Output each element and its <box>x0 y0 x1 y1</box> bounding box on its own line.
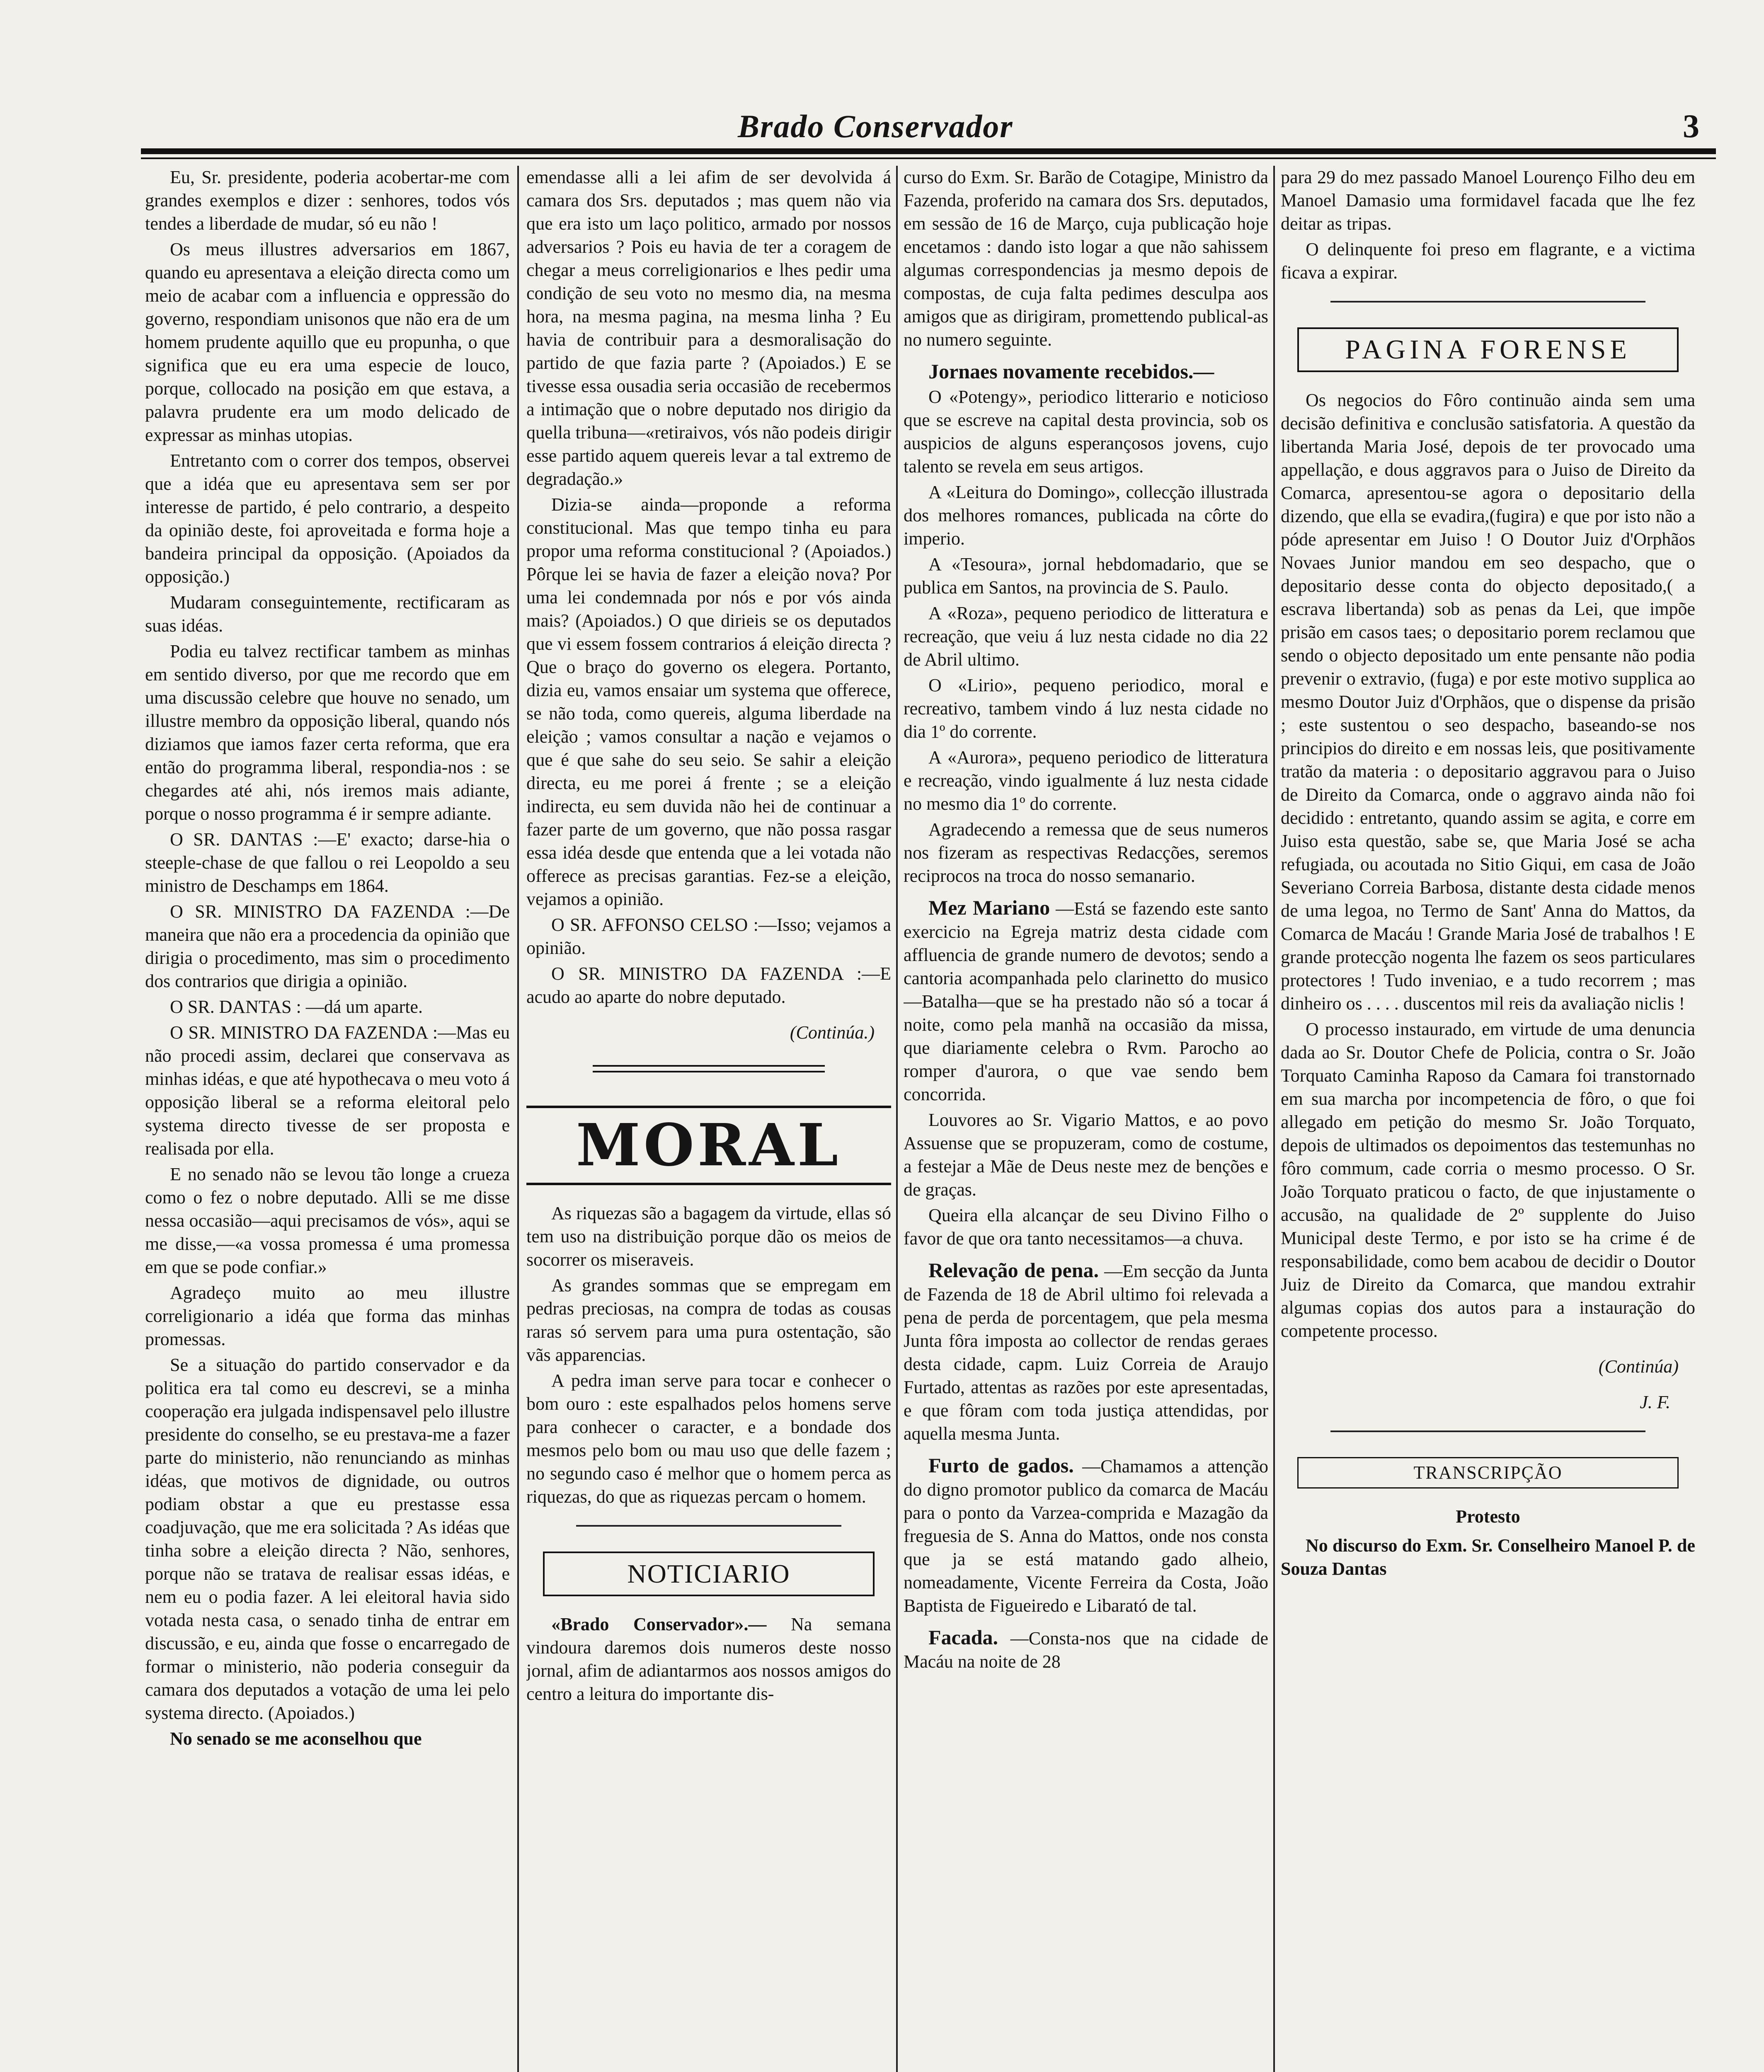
paragraph: O delinquente foi preso em flagrante, e a victima ficava a expirar. <box>1281 239 1695 283</box>
column-4 <box>1281 166 1695 2072</box>
section-heading-noticiario: NOTICIARIO <box>543 1552 875 1596</box>
section-heading-moral: MORAL <box>526 1106 891 1185</box>
paragraph: curso do Exm. Sr. Barão de Cotagipe, Ministro da Fazenda, proferido na camara dos Srs. deputados, em sessão de 16 de Março, cuja publicação hoje encetamos : dando isto logar a que não sahissem algumas correspondencias ja mesmo depois de compostas, de cuja falta pedimes desculpa aos amigos que as dirigiram, promettendo publical-as no numero seguinte. <box>904 167 1268 350</box>
news-item-title: Facada. <box>928 1626 998 1649</box>
paragraph: emendasse alli a lei afim de ser devolvida á camara dos Srs. deputados ; mas quem não via que era isto um laço politico, armado por nossos adversarios ? Pois eu havia de ter a coragem de chegar a meus correligionarios e lhes pedir uma condição de seu voto no mesmo dia, na mesma hora, na mesma pagina, na mesma linha ? Eu havia de contribuir para a desmoralisação do partido de que fazia parte ? (Apoiados.) E se tivesse essa ousadia seria occasião de recebermos a intimação que o nobre deputado nos dirigio da quella tribuna—«retiraivos, vós não podeis dirigir esse partido aquem quereis levar a tal extremo de degradação.» <box>526 167 891 489</box>
news-item-text: —Chamamos a attenção do digno promotor publico da comarca de Macáu para o ponto da Varzea-comprida e Mazagão da freguesia de S. Anna do Mattos, onde nos consta que ja se está matando gado alheio, nomeadamente, Vicente Ferreira da Costa, João Baptista de Figueiredo e Libarató de tal. <box>904 1456 1268 1616</box>
paragraph: O SR. DANTAS :—E' exacto; darse-hia o steeple-chase de que fallou o rei Leopoldo a seu ministro de Deschamps em 1864. <box>145 829 510 896</box>
newspaper-title: Brado Conservador <box>738 108 1013 144</box>
continua-note: (Continúa) <box>1598 1356 1679 1377</box>
paragraph: A «Tesoura», jornal hebdomadario, que se publica em Santos, na provincia de S. Paulo. <box>904 554 1268 598</box>
paragraph: No senado se me aconselhou que <box>170 1728 422 1749</box>
divider <box>576 1525 841 1527</box>
news-item-text: —Está se fazendo este santo exercicio na Egreja matriz desta cidade com affluencia de grande numero de devotos; sendo a cantoria acompanhada pelo clarinetto do musico—Batalha—que se ha prestado não só a tocar á noite, como pela manhã na occasião da missa, que diariamente celebra o Rvm. Parocho ao romper d'aurora, o que vae sendo bem concorrida. <box>904 898 1268 1104</box>
paragraph: Agradecendo a remessa que de seus numeros nos fizeram as respectivas Redacções, seremos reciprocos na troca do nosso semanario. <box>904 819 1268 886</box>
paragraph: As riquezas são a bagagem da virtude, ellas só tem uso na distribuição porque dão os meios de socorrer os miseraveis. <box>526 1203 891 1270</box>
paragraph: A «Roza», pequeno periodico de litteratura e recreação, que veiu á luz nesta cidade no dia 22 de Abril ultimo. <box>904 603 1268 670</box>
section-heading-pagina-forense: PAGINA FORENSE <box>1297 327 1679 372</box>
column-3 <box>904 166 1268 2072</box>
paragraph: O SR. MINISTRO DA FAZENDA :—E acudo ao aparte do nobre deputado. <box>526 963 891 1007</box>
news-item-text: —Em secção da Junta de Fazenda de 18 de Abril ultimo foi relevada a pena de perda de porcentagem, que pela mesma Junta fôra imposta ao collector de rendas geraes desta cidade, capm. Luiz Correia de Araujo Furtado, attentas as razões por este apresentadas, e que fôram com toda justiça attendidas, por aquella mesma Junta. <box>904 1261 1268 1444</box>
paragraph: Se a situação do partido conservador e da politica era tal como eu descrevi, se a minha cooperação era julgada indispensavel pelo illustre presidente do conselho, se eu prestava-me a fazer parte do ministerio, não renunciando as minhas idéas, que motivos de dignidade, ou outros podiam obstar a que eu prestasse essa coadjuvação, que me era solicitada ? As idéas que tinha sobre a eleição directa ? Não, senhores, porque não se tratava de realisar essas idéas, e nem eu o podia fazer. A lei eleitoral havia sido votada nesta casa, o senado tinha de entrar em discussão, e eu, ainda que fosse o encarregado de formar o ministerio, não poderia conseguir da camara dos deputados a votação de uma lei pelo systema directo. (Apoiados.) <box>145 1355 510 1723</box>
paragraph: A pedra iman serve para tocar e conhecer o bom ouro : este espalhados pelos homens serve para conhecer o caracter, e a bondade dos mesmos pelo bom ou mau uso que delle fazem ; no segundo caso é melhor que o homem perca as riquezas, do que as riquezas percam o homem. <box>526 1370 891 1507</box>
subheading-protesto: Protesto <box>1456 1506 1520 1527</box>
paragraph: O «Lirio», pequeno periodico, moral e recreativo, tambem vindo á luz nesta cidade no dia 1º do corrente. <box>904 675 1268 742</box>
divider <box>1330 301 1645 303</box>
column-divider <box>517 166 519 2072</box>
news-item-text: —Consta-nos que na cidade de Macáu na noite de 28 <box>904 1628 1268 1672</box>
divider <box>1330 1431 1645 1432</box>
paragraph: Entretanto com o correr dos tempos, observei que a idéa que eu apresentava sem ser por interesse de partido, é pelo contrario, a despeito da opinião deste, foi aproveitada e forma hoje a bandeira principal da opposição. (Apoiados da opposição.) <box>145 450 510 587</box>
paragraph: para 29 do mez passado Manoel Lourenço Filho deu em Manoel Damasio uma formidavel facada que lhe fez deitar as tripas. <box>1281 167 1695 234</box>
paragraph: Dizia-se ainda—proponde a reforma constitucional. Mas que tempo tinha eu para propor uma reforma constitucional ? (Apoiados.) Pôrque lei se havia de fazer a eleição nova? Por uma lei condemnada por nós e por vós ainda mais? (Apoiados.) O que dirieis se os deputados que vi essem fossem contrarios á eleição directa ? Que o braço do governo os elegera. Portanto, dizia eu, vamos ensaiar um systema que offerece, se não toda, como quereis, alguma liberdade na eleição ; vamos consultar a nação e vejamos o que é que sahe do seu seio. Se sahir a eleição directa, eu me porei á frente ; se a eleição indirecta, eu sem duvida não hei de continuar a fazer parte de um governo, que não possa rasgar essa idéa desde que entenda que a lei votada não offerece as precisas garantias. Fez-se a eleição, vejamos a opinião. <box>526 494 891 909</box>
column-2 <box>526 166 891 2072</box>
news-item-title: Relevação de pena. <box>928 1259 1099 1282</box>
news-item <box>904 896 1268 1106</box>
signature: J. F. <box>1640 1392 1670 1412</box>
news-item-text: Na semana vindoura daremos dois numeros deste nosso jornal, afim de adiantarmos aos nossos amigos do centro a leitura do importante dis- <box>526 1614 891 1704</box>
paragraph: Queira ella alcançar de seu Divino Filho o favor de que ora tanto necessitamos—a chuva. <box>904 1205 1268 1249</box>
header-rule <box>141 148 1716 154</box>
paragraph: O processo instaurado, em virtude de uma denuncia dada ao Sr. Doutor Chefe de Policia, contra o Sr. João Torquato Caminha Raposo da Camara foi transtornado em sua marcha por incompetencia de fôro, o que foi allegado em petição do mesmo Sr. João Torquato, depois de ultimados os depoimentos das testemunhas no fôro commum, cade corria o mesmo processo. O Sr. João Torquato praticou o facto, de que injustamente o accusão, na qualidade de 2º supplente do Juiso Municipal deste Termo, e por isto se ha crime é de responsabilidade, como bem acabou de decidir o Doutor Juiz de Direito da Comarca, que mandou extrahir algumas copias dos autos para a instauração do competente processo. <box>1281 1019 1695 1341</box>
news-item <box>904 1626 1268 1673</box>
masthead <box>141 108 1716 153</box>
news-item <box>526 1613 891 1706</box>
paragraph: Eu, Sr. presidente, poderia acobertar-me com grandes exemplos e dizer : senhores, todos vós tendes a liberdade de mudar, só eu não ! <box>145 167 510 234</box>
news-item-title: Mez Mariano <box>928 896 1050 919</box>
ornament-divider <box>593 1065 825 1072</box>
paragraph: A «Leitura do Domingo», collecção illustrada dos melhores romances, publicada na côrte do imperio. <box>904 482 1268 549</box>
column-1 <box>145 166 510 2072</box>
paragraph: E no senado não se levou tão longe a crueza como o fez o nobre deputado. Alli se me disse nessa occasião—aqui precisamos de vós», aqui se me disse,—«a vossa promessa é uma promessa em que se pode confiar.» <box>145 1164 510 1277</box>
paragraph: Os negocios do Fôro continuão ainda sem uma decisão definitiva e conclusão satisfatoria. A questão da libertanda Maria José, depois de ter provocado uma appellação, e dous aggravos para o Juiso de Direito da Comarca, apresentou-se agora o depositario della dizendo, que ella se evadira,(fugira) e que por isto não a póde apresentar em Juiso ! O Doutor Juiz d'Orphãos Novaes Junior mandou em seo despacho, que o depositario desse conta do objecto depositado,( a escrava libertanda) sob as penas da Lei, que impõe prisão em casos taes; o depositario porem reclamou que sendo o objecto depositado um ente pensante não podia prevenir o extravio, (fuga) e por este motivo supplica ao mesmo Doutor Juiz d'Orphãos, que o dispense da prisão ; este sustentou o seo despacho, baseando-se nos principios do direito e em nossas leis, que positivamente tratão da materia : o depositario aggravou para o Juiso de Direito da Comarca, onde o aggravo ainda não foi decidido : entretanto, quando assim se agita, e corre em Juiso esta questão, sabe se, que Maria José se acha refugiada, ou acoutada no Sitio Giqui, em casa de João Severiano Correia Barbosa, distante desta cidade menos de uma legoa, no Termo de Sant' Anna do Mattos, da Comarca de Macáu ! Grande Maria José de trabalhos ! E grande protecção nogenta lhe fazem os seos particulares protectores ! Tudo inveniao, e a tudo recorrem ; mas dinheiro os . . . . duscentos mil reis da avaliação niclis ! <box>1281 390 1695 1014</box>
paragraph: O SR. MINISTRO DA FAZENDA :—De maneira que não era a procedencia da opinião que dirigia o procedimento, mas sim o procedimento dos contrarios que dirigia a opinião. <box>145 901 510 991</box>
paragraph: As grandes sommas que se empregam em pedras preciosas, na compra de todas as cousas raras só servem para uma pura ostentação, são vãs apparencias. <box>526 1275 891 1365</box>
paragraph: Agradeço muito ao meu illustre correligionario a idéa que forma das minhas promessas. <box>145 1283 510 1349</box>
paragraph: O SR. MINISTRO DA FAZENDA :—Mas eu não procedi assim, declarei que conservava as minhas idéas, e que até hypothecava o meu voto á opposição liberal se a reforma eleitoral pelo systema directo tivesse de ser proposta e realisada por ella. <box>145 1022 510 1159</box>
paragraph: O SR. AFFONSO CELSO :—Isso; vejamos a opinião. <box>526 915 891 958</box>
paragraph: Os meus illustres adversarios em 1867, quando eu apresentava a eleição directa como um meio de acabar com a influencia e oppressão do governo, respondiam unisonos que não era de um homem prudente aquillo que eu propunha, o que significa que eu era uma especie de louco, porque, collocado na posição em que estava, a palavra prudente era um modo delicado de expressar as minhas utopias. <box>145 239 510 445</box>
continua-note: (Continúa.) <box>790 1022 875 1043</box>
paragraph: A «Aurora», pequeno periodico de litteratura e recreação, vindo igualmente á luz nesta cidade no mesmo dia 1º do corrente. <box>904 747 1268 814</box>
paragraph: Louvores ao Sr. Vigario Mattos, e ao povo Assuense que se propuzeram, como de costume, a festejar a Mãe de Deus neste mez de benções e de graças. <box>904 1110 1268 1200</box>
paragraph: Mudaram conseguintemente, rectificaram as suas idéas. <box>145 592 510 636</box>
column-divider <box>1273 166 1275 2072</box>
news-item-title: «Brado Conservador».— <box>551 1614 767 1634</box>
news-item <box>904 1454 1268 1617</box>
paragraph: O SR. DANTAS : —dá um aparte. <box>170 997 423 1017</box>
paragraph: O «Potengy», periodico litterario e noticioso que se escreve na capital desta provincia, sob os auspicios de alguns esperançosos jovens, cujo talento se revela em seus artigos. <box>904 387 1268 477</box>
paragraph: No discurso do Exm. Sr. Conselheiro Manoel P. de Souza Dantas <box>1281 1535 1695 1579</box>
section-heading-transcripcao: TRANSCRIPÇÃO <box>1297 1457 1679 1489</box>
paragraph: Podia eu talvez rectificar tambem as minhas em sentido diverso, por que me recordo que em uma discussão celebre que houve no senado, um illustre membro da opposição liberal, quando nós diziamos que iamos fazer certa reforma, que era então do programma liberal, respondia-nos : se chegardes até ahi, nós iremos mais adiante, porque o nosso programma é ir sempre adiante. <box>145 641 510 824</box>
news-item-title: Furto de gados. <box>928 1454 1074 1477</box>
column-divider <box>896 166 898 2072</box>
page-number: 3 <box>1683 108 1699 145</box>
news-item <box>904 1259 1268 1445</box>
news-item-title: Jornaes novamente recebidos.— <box>928 360 1214 383</box>
header-rule-thin <box>141 157 1716 159</box>
